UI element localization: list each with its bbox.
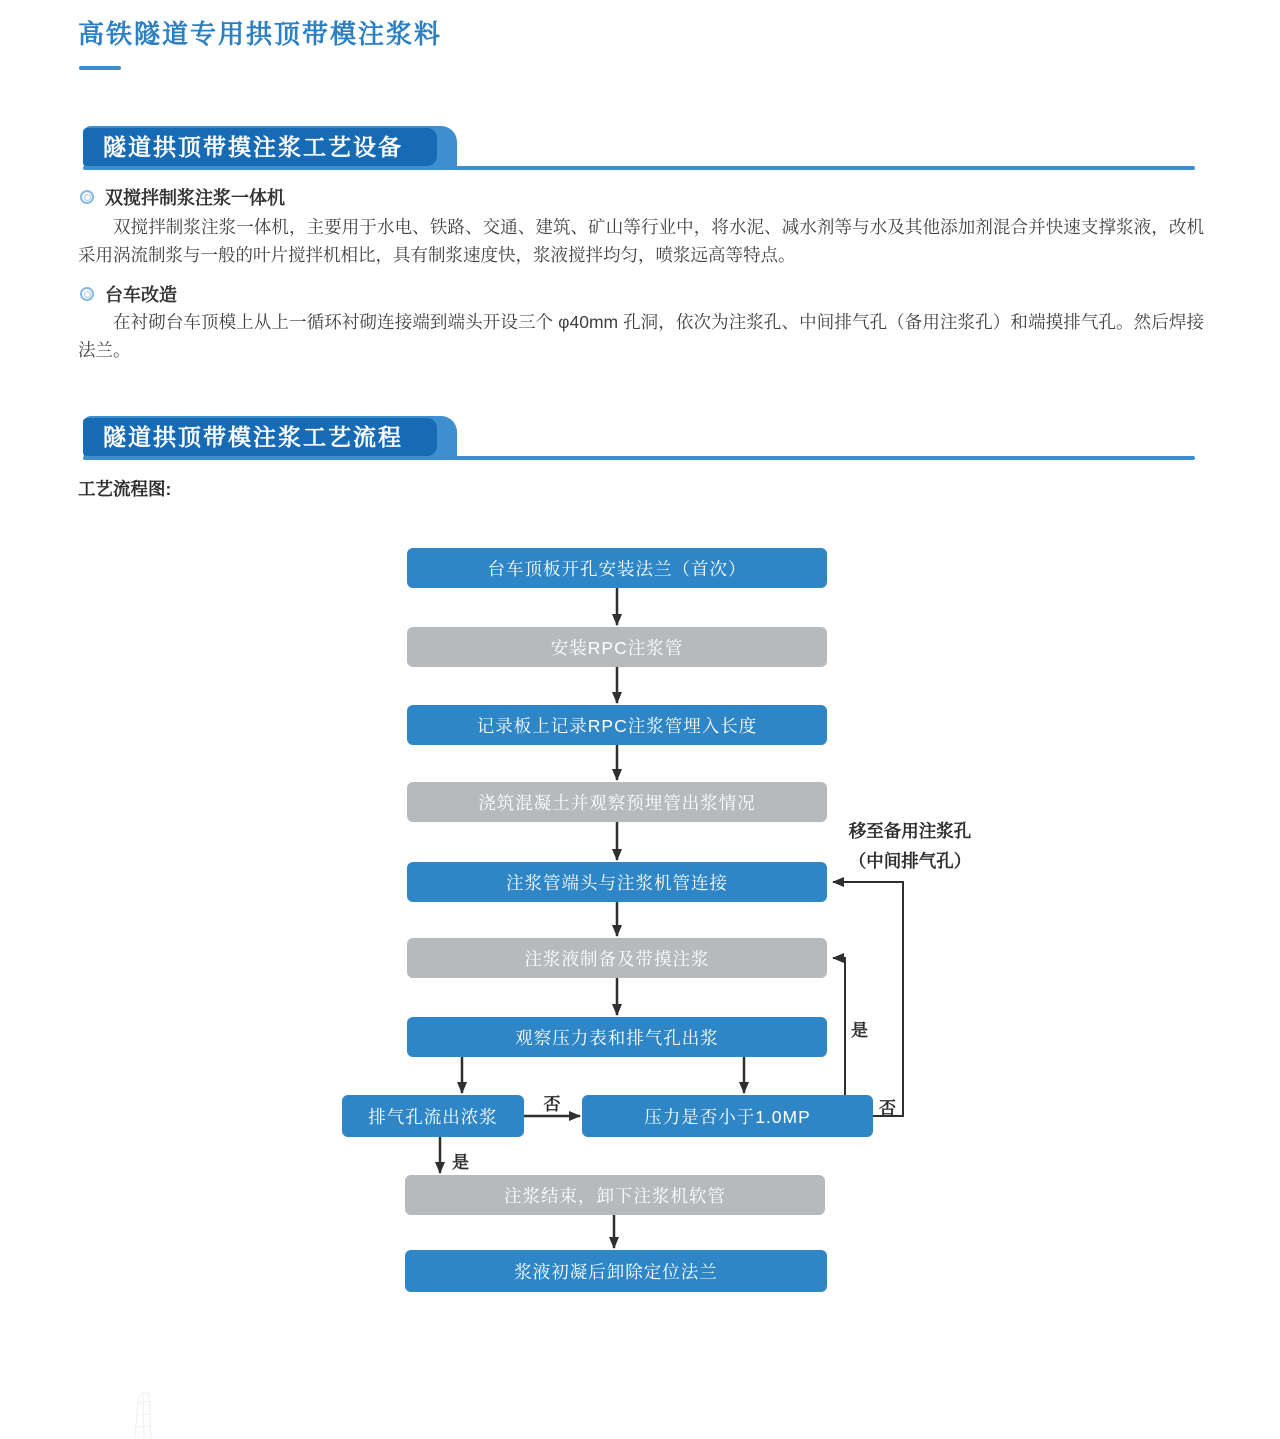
bullet-heading-label: 双搅拌制浆注浆一体机 [105,188,285,208]
feedback-annotation [810,816,1010,876]
bullet-heading-label: 台车改造 [105,285,177,305]
feedback-arrow-yes [833,958,845,1095]
flow-node-remove-flange: 浆液初凝后卸除定位法兰 [405,1250,827,1292]
label-yes-feedback: 是 [851,1021,868,1040]
feedback-annotation-line2: （中间排气孔） [848,851,972,871]
paragraph-trolley: 在衬砌台车顶模上从上一循环衬砌连接端到端头开设三个 φ40mm 孔洞，依次为注浆孔、中间排气孔（备用注浆孔）和端摸排气孔。然后焊接法兰。 [78,312,1204,360]
section-banner-equipment [83,126,1195,170]
label-no-middle: 否 [543,1095,561,1114]
feedback-annotation-line1: 移至备用注浆孔 [848,821,972,841]
building-watermark-icon [128,1389,164,1439]
double-circle-icon [80,190,94,204]
flow-node-prepare-grout: 注浆液制备及带摸注浆 [407,938,827,978]
flow-node-install-rpc-pipe: 安装RPC注浆管 [407,627,827,667]
bullet-heading-mixer [80,184,285,210]
flow-node-pour-concrete: 浇筑混凝土并观察预埋管出浆情况 [407,782,827,822]
flow-diagram-label: 工艺流程图: [78,479,172,499]
banner-rule [83,166,1195,170]
banner-title: 隧道拱顶带摸注浆工艺设备 [83,128,437,166]
flow-node-observe-gauge: 观察压力表和排气孔出浆 [407,1017,827,1057]
process-flowchart [0,540,1280,1330]
feedback-arrow-no [833,882,903,1116]
banner-title: 隧道拱顶带模注浆工艺流程 [83,418,437,456]
section-banner-process [83,416,1195,460]
flow-node-grouting-finish: 注浆结束，卸下注浆机软管 [405,1175,825,1215]
page-title: 高铁隧道专用拱顶带模注浆料 [78,19,443,49]
label-no-feedback: 否 [879,1099,896,1118]
title-underline [79,66,121,70]
flow-node-drill-install-flange: 台车顶板开孔安装法兰（首次） [407,548,827,588]
double-circle-icon [80,287,94,301]
flow-node-connect-pipe: 注浆管端头与注浆机管连接 [407,862,827,902]
flow-node-vent-thick-grout: 排气孔流出浓浆 [342,1095,524,1137]
paragraph-mixer: 双搅拌制浆注浆一体机，主要用于水电、铁路、交通、建筑、矿山等行业中，将水泥、减水剂等与水及其他添加剂混合并快速支撑浆液，改机采用涡流制浆与一般的叶片搅拌机相比，具有制浆速度快，浆液搅拌均匀，喷浆远高等特点。 [78,217,1204,265]
bullet-heading-trolley [80,281,177,307]
flow-node-pressure-check: 压力是否小于1.0MP [582,1095,873,1137]
label-yes-left: 是 [452,1153,469,1172]
flow-node-record-length: 记录板上记录RPC注浆管埋入长度 [407,705,827,745]
banner-rule [83,456,1195,460]
